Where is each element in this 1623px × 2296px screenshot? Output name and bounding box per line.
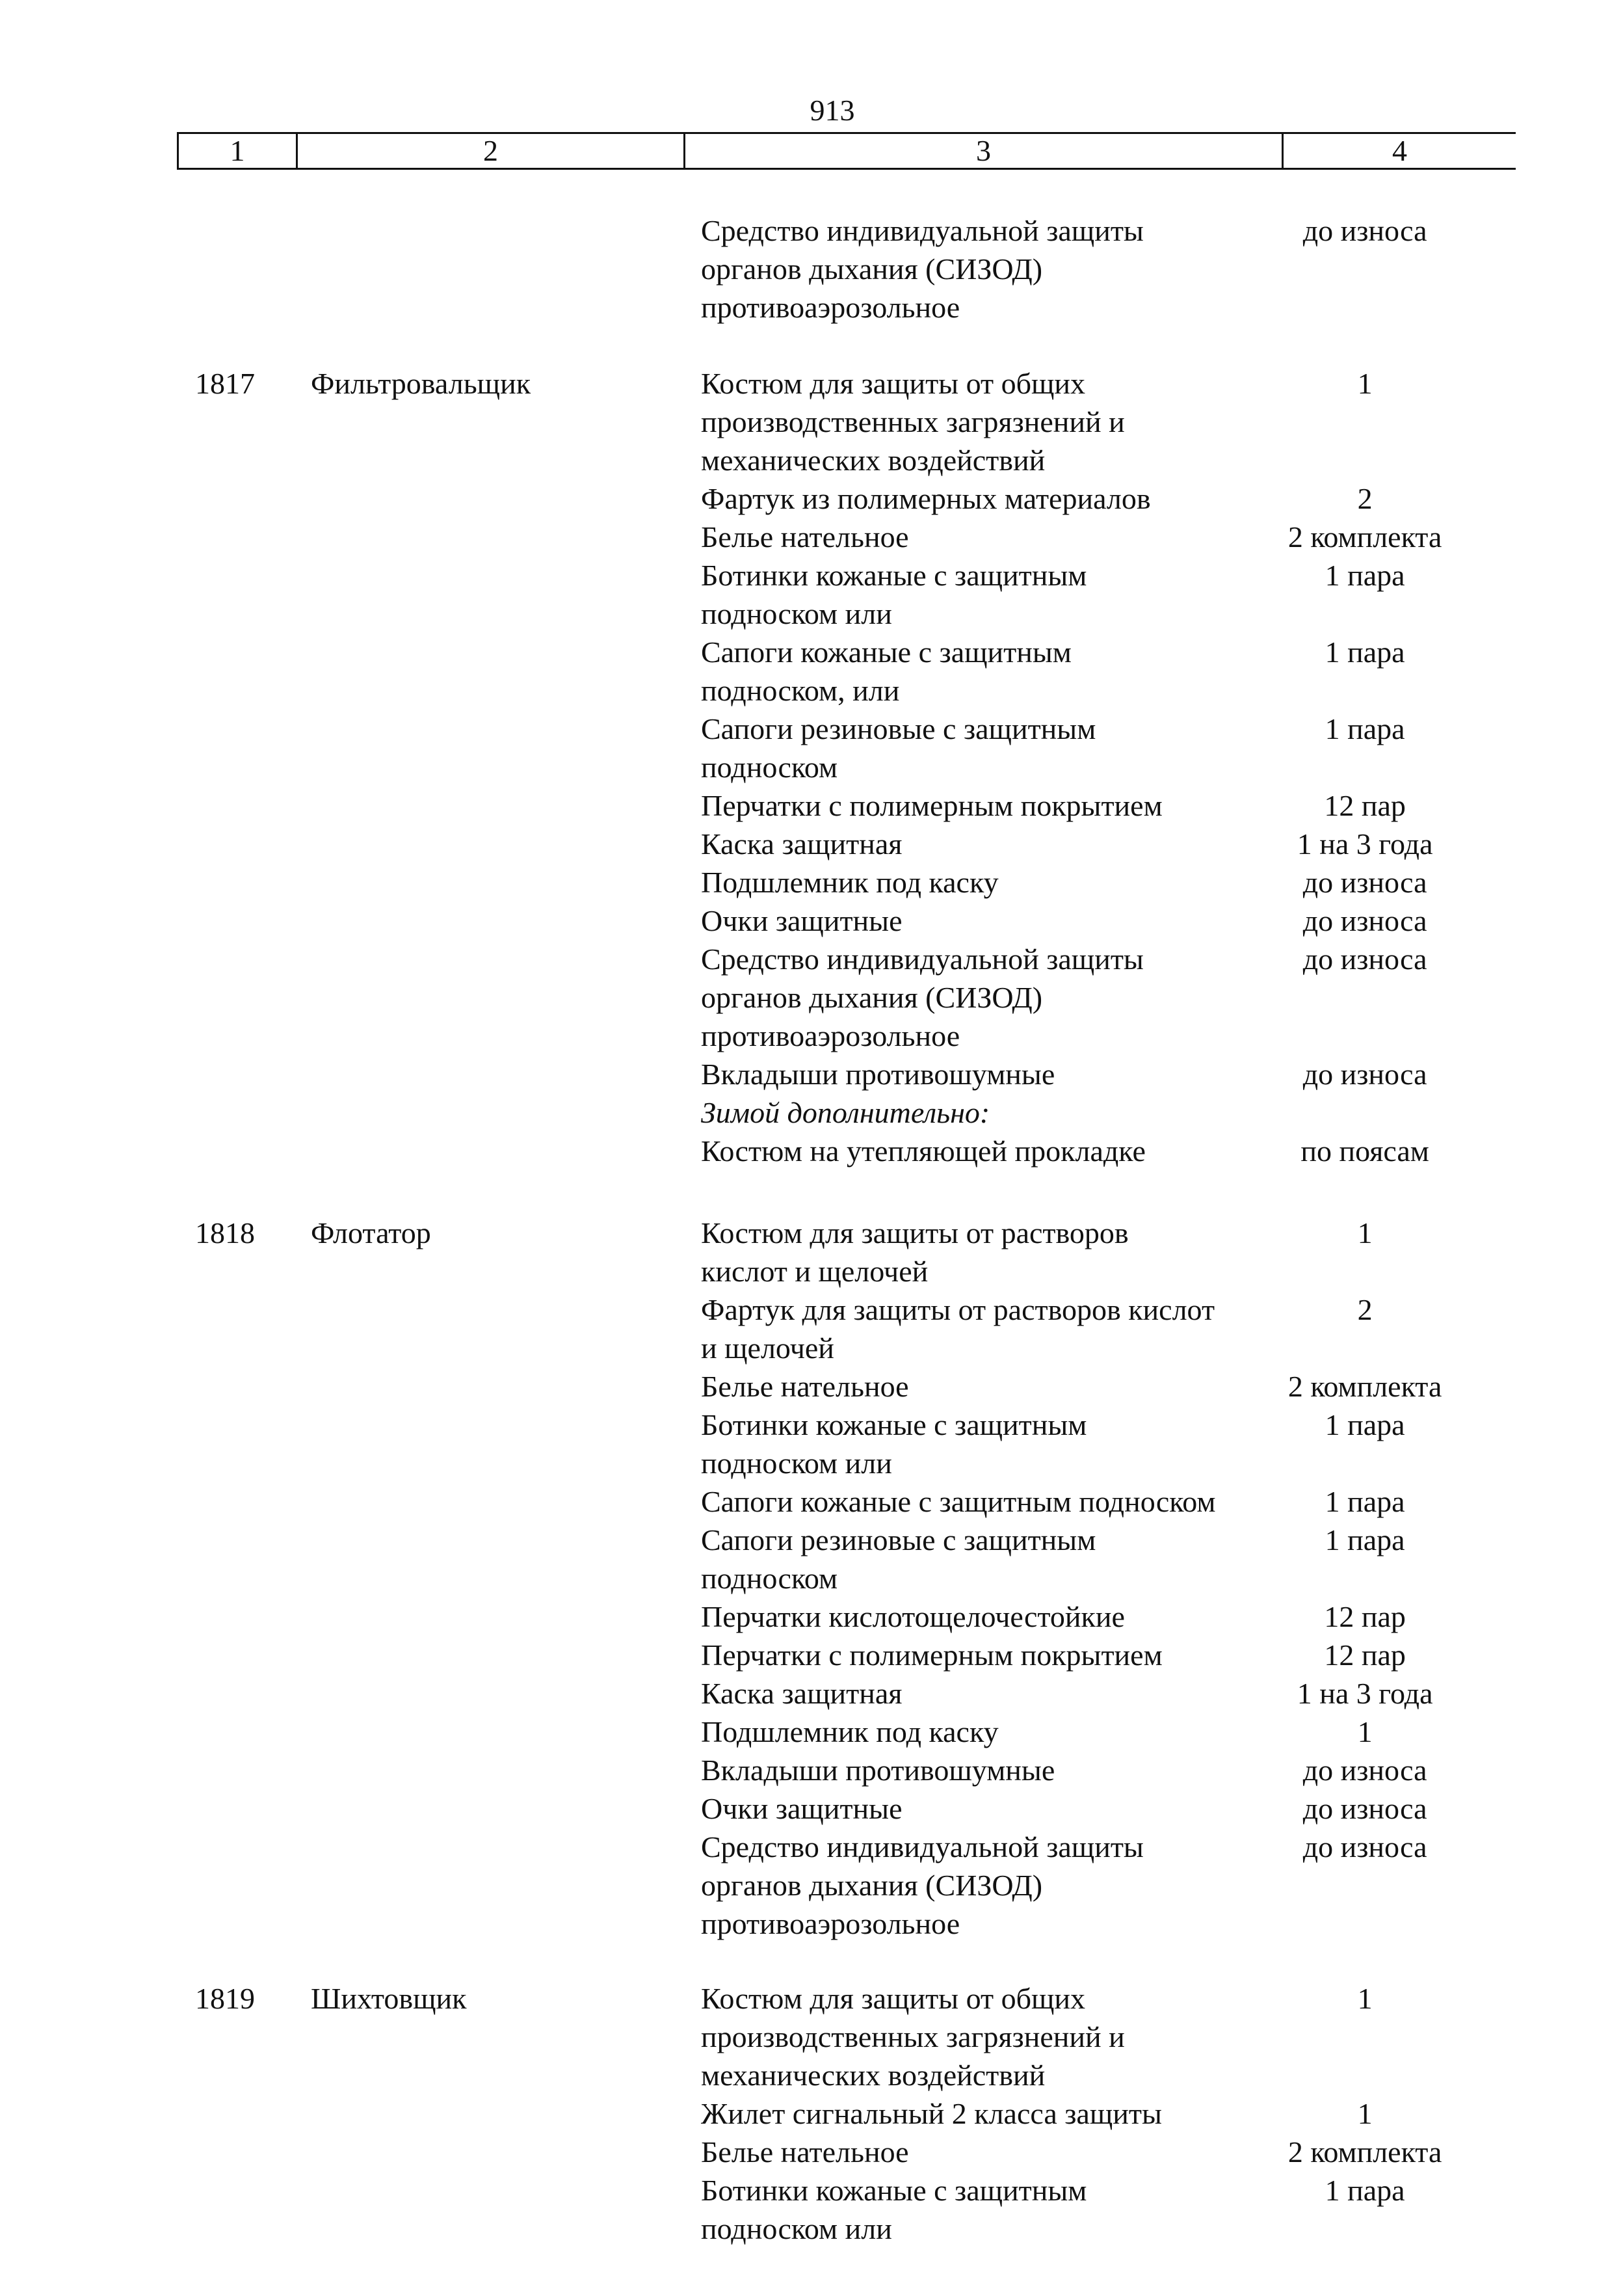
ppe-item-name: Подшлемник под каску — [701, 866, 999, 899]
entry-number: 1817 — [195, 367, 255, 400]
ppe-item-name: Перчатки с полимерным покрытием — [701, 789, 1163, 822]
ppe-item-name: Каска защитная — [701, 827, 903, 861]
ppe-item-norm: до износа — [1302, 1830, 1427, 1863]
ppe-item-norm: 1 на 3 года — [1297, 827, 1433, 861]
ppe-item-norm: 2 комплекта — [1287, 2135, 1442, 2169]
ppe-item-row — [701, 1828, 1449, 1943]
ppe-item-norm: 2 комплекта — [1287, 1370, 1442, 1403]
ppe-item-name: Средство индивидуальной защиты органов дыхания (СИЗОД) противоаэрозольное — [701, 942, 1144, 1052]
ppe-item-row — [701, 1521, 1449, 1597]
ppe-item-row — [701, 211, 1449, 327]
ppe-item-name: Ботинки кожаные с защитным подноском или — [701, 559, 1087, 630]
ppe-item-norm: до износа — [1302, 1754, 1427, 1787]
ppe-item-name: Очки защитные — [701, 904, 903, 937]
ppe-item-name: Сапоги резиновые с защитным подноском — [701, 712, 1096, 784]
ppe-item-name: Сапоги резиновые с защитным подноском — [701, 1523, 1096, 1595]
ppe-item-row — [701, 825, 1449, 863]
ppe-item-row — [701, 1290, 1449, 1367]
ppe-item-row — [701, 1751, 1449, 1789]
ppe-item-norm: 2 — [1357, 1293, 1373, 1326]
ppe-item-name: Белье нательное — [701, 520, 909, 554]
ppe-item-norm: 1 — [1357, 2097, 1373, 2130]
ppe-item-row — [701, 518, 1449, 556]
table-header-col-1: 1 — [177, 132, 296, 170]
ppe-item-row — [701, 1713, 1449, 1751]
ppe-item-norm: 1 пара — [1325, 1485, 1405, 1518]
ppe-item-name: Костюм для защиты от общих производственных загрязнений и механических воздействий — [701, 1982, 1125, 2092]
ppe-item-norm: 1 — [1357, 1982, 1373, 2015]
ppe-item-name: Средство индивидуальной защиты органов дыхания (СИЗОД) противоаэрозольное — [701, 1830, 1144, 1940]
ppe-item-name: Перчатки кислотощелочестойкие — [701, 1600, 1125, 1633]
ppe-item-row — [701, 633, 1449, 710]
ppe-item-norm: 2 — [1357, 482, 1373, 515]
ppe-item-name: Белье нательное — [701, 1370, 909, 1403]
ppe-item-name: Вкладыши противошумные — [701, 1754, 1055, 1787]
entry-number: 1818 — [195, 1216, 255, 1249]
table-header-col-3: 3 — [683, 132, 1282, 170]
ppe-item-norm: 1 — [1357, 1216, 1373, 1249]
ppe-item-row — [701, 786, 1449, 825]
ppe-item-norm: 1 — [1357, 367, 1373, 400]
ppe-item-norm: до износа — [1302, 904, 1427, 937]
ppe-item-norm: 1 пара — [1325, 1408, 1405, 1441]
ppe-item-name: Очки защитные — [701, 1792, 903, 1825]
ppe-item-row — [701, 364, 1449, 479]
ppe-item-name: Ботинки кожаные с защитным подноском или — [701, 2174, 1087, 2245]
ppe-item-name: Перчатки с полимерным покрытием — [701, 1638, 1163, 1672]
ppe-item-list — [701, 1979, 1449, 2248]
ppe-item-name: Костюм на утепляющей прокладке — [701, 1134, 1146, 1168]
ppe-item-row — [701, 2094, 1449, 2133]
ppe-item-row — [701, 710, 1449, 786]
ppe-item-row — [701, 1482, 1449, 1521]
profession-name: Шихтовщик — [311, 1982, 467, 2015]
ppe-item-norm: 1 пара — [1325, 1523, 1405, 1556]
ppe-item-name: Сапоги кожаные с защитным подноском — [701, 1485, 1216, 1518]
ppe-item-norm: до износа — [1302, 1058, 1427, 1091]
ppe-item-row — [701, 2133, 1449, 2171]
ppe-item-row — [701, 1214, 1449, 1290]
ppe-item-row — [701, 1132, 1449, 1170]
ppe-item-name: Белье нательное — [701, 2135, 909, 2169]
ppe-item-name: Ботинки кожаные с защитным подноском или — [701, 1408, 1087, 1480]
ppe-item-row — [701, 1367, 1449, 1406]
ppe-item-row — [701, 1093, 1449, 1132]
entry-number: 1819 — [195, 1982, 255, 2015]
ppe-item-name: Костюм для защиты от общих производственных загрязнений и механических воздействий — [701, 367, 1125, 477]
ppe-item-row — [701, 901, 1449, 940]
ppe-item-row — [701, 1789, 1449, 1828]
profession-name: Фильтровальщик — [311, 367, 531, 400]
ppe-item-name: Каска защитная — [701, 1677, 903, 1710]
ppe-item-row — [701, 863, 1449, 901]
ppe-item-list — [701, 211, 1449, 327]
ppe-item-norm: 1 пара — [1325, 712, 1405, 745]
ppe-item-norm: 1 пара — [1325, 2174, 1405, 2207]
ppe-item-norm: 12 пар — [1324, 1600, 1406, 1633]
section-note: Зимой дополнительно: — [701, 1096, 990, 1129]
ppe-item-norm: 12 пар — [1324, 789, 1406, 822]
ppe-item-norm: до износа — [1302, 1792, 1427, 1825]
ppe-item-row — [701, 940, 1449, 1055]
profession-name: Флотатор — [311, 1216, 431, 1249]
ppe-item-norm: до износа — [1302, 214, 1427, 247]
ppe-item-norm: 12 пар — [1324, 1638, 1406, 1672]
ppe-item-list — [701, 1214, 1449, 1943]
ppe-item-norm: до износа — [1302, 942, 1427, 976]
ppe-item-norm: до износа — [1302, 866, 1427, 899]
ppe-item-row — [701, 2171, 1449, 2248]
ppe-item-name: Средство индивидуальной защиты органов дыхания (СИЗОД) противоаэрозольное — [701, 214, 1144, 324]
table-header-col-2: 2 — [296, 132, 683, 170]
ppe-item-norm: 1 — [1357, 1715, 1373, 1748]
ppe-item-norm: 1 пара — [1325, 635, 1405, 669]
ppe-item-name: Жилет сигнальный 2 класса защиты — [701, 2097, 1162, 2130]
ppe-item-row — [701, 1055, 1449, 1093]
ppe-item-row — [701, 479, 1449, 518]
ppe-item-name: Костюм для защиты от растворов кислот и щелочей — [701, 1216, 1129, 1288]
ppe-item-row — [701, 1979, 1449, 2094]
ppe-item-name: Вкладыши противошумные — [701, 1058, 1055, 1091]
ppe-item-norm: 2 комплекта — [1287, 520, 1442, 554]
ppe-item-list — [701, 364, 1449, 1170]
ppe-item-norm: 1 на 3 года — [1297, 1677, 1433, 1710]
ppe-item-norm: по поясам — [1300, 1134, 1429, 1168]
ppe-item-name: Сапоги кожаные с защитным подноском, или — [701, 635, 1072, 707]
page-number: 913 — [810, 94, 855, 127]
ppe-item-row — [701, 1674, 1449, 1713]
ppe-item-row — [701, 1597, 1449, 1636]
ppe-item-row — [701, 556, 1449, 633]
ppe-item-name: Фартук для защиты от растворов кислот и щелочей — [701, 1293, 1215, 1365]
table-header-col-4: 4 — [1282, 132, 1516, 170]
ppe-item-norm: 1 пара — [1325, 559, 1405, 592]
ppe-item-row — [701, 1406, 1449, 1482]
ppe-item-row — [701, 1636, 1449, 1674]
ppe-item-name: Фартук из полимерных материалов — [701, 482, 1151, 515]
ppe-item-name: Подшлемник под каску — [701, 1715, 999, 1748]
